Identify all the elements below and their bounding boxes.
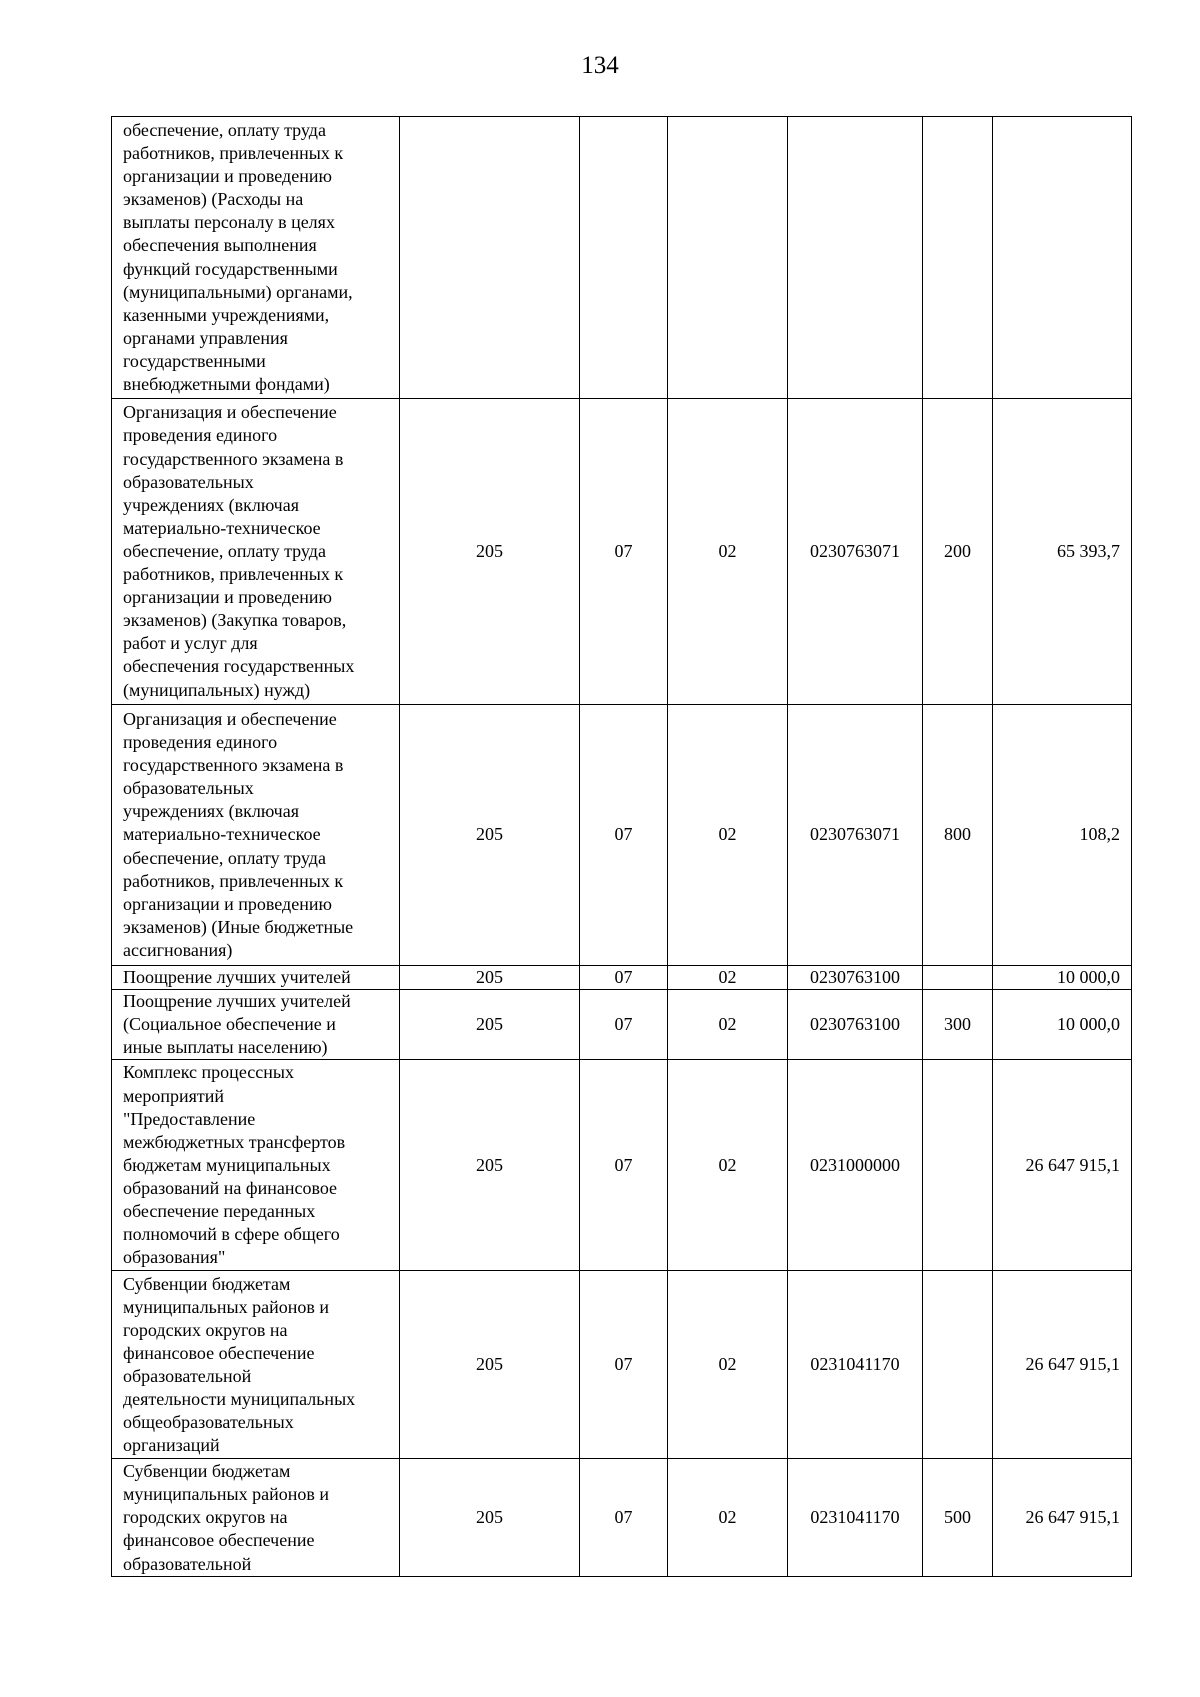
cell-sum: 65 393,7 [993, 399, 1132, 705]
cell-vr: 300 [923, 990, 993, 1060]
description-line: обеспечения выполнения [123, 235, 317, 256]
description-line: мероприятий [123, 1085, 225, 1106]
cell-rz: 07 [580, 1060, 668, 1271]
cell-sum: 26 647 915,1 [993, 1459, 1132, 1577]
cell-vr: 200 [923, 399, 993, 705]
description-line: ассигнования) [123, 939, 233, 960]
cell-csr: 0230763071 [788, 399, 923, 705]
cell-csr [788, 117, 923, 399]
description-line: общеобразовательных [123, 1412, 294, 1433]
description-line: бюджетам муниципальных [123, 1154, 331, 1175]
cell-vr [923, 1060, 993, 1271]
description-line: экзаменов) (Расходы на [123, 189, 304, 210]
description-line: иные выплаты населению) [123, 1037, 328, 1058]
description-line: обеспечение, оплату труда [123, 119, 326, 140]
cell-description [112, 705, 400, 966]
cell-csr: 0230763071 [788, 705, 923, 966]
cell-vr [923, 966, 993, 990]
table-row [112, 399, 1132, 705]
description-line: организации и проведению [123, 587, 332, 608]
description-line: материально-техническое [123, 517, 321, 538]
cell-sum: 26 647 915,1 [993, 1271, 1132, 1459]
description-line: государственного экзамена в [123, 755, 344, 776]
description-line: государственными [123, 350, 266, 371]
page-number: 134 [581, 52, 619, 79]
description-line: обеспечение переданных [123, 1201, 316, 1222]
cell-rz: 07 [580, 1271, 668, 1459]
description-line: казенными учреждениями, [123, 304, 330, 325]
description-line: обеспечения государственных [123, 656, 355, 677]
cell-gr: 205 [400, 1271, 580, 1459]
cell-csr: 0230763100 [788, 966, 923, 990]
cell-gr [400, 117, 580, 399]
table-row [112, 1459, 1132, 1577]
table-row [112, 117, 1132, 399]
description-line: полномочий в сфере общего [123, 1224, 340, 1245]
cell-pr: 02 [668, 1060, 788, 1271]
cell-rz: 07 [580, 705, 668, 966]
table-body [112, 117, 1132, 1577]
cell-gr: 205 [400, 705, 580, 966]
description-line: финансовое обеспечение [123, 1342, 315, 1363]
cell-pr: 02 [668, 399, 788, 705]
cell-rz: 07 [580, 966, 668, 990]
description-line: работников, привлеченных к [123, 564, 344, 585]
table-row [112, 1271, 1132, 1459]
description-line: работ и услуг для [123, 633, 258, 654]
description-line: организаций [123, 1435, 220, 1456]
table-row [112, 1060, 1132, 1271]
cell-vr [923, 1271, 993, 1459]
cell-description [112, 990, 400, 1060]
description-line: Организация и обеспечение [123, 402, 337, 423]
cell-description [112, 399, 400, 705]
cell-pr: 02 [668, 705, 788, 966]
cell-csr: 0231041170 [788, 1459, 923, 1577]
description-line: межбюджетных трансфертов [123, 1131, 346, 1152]
cell-vr [923, 117, 993, 399]
description-line: работников, привлеченных к [123, 870, 344, 891]
cell-sum: 10 000,0 [993, 990, 1132, 1060]
description-line: городских округов на [123, 1319, 288, 1340]
description-line: работников, привлеченных к [123, 143, 344, 164]
cell-vr: 500 [923, 1459, 993, 1577]
description-line: образовательных [123, 471, 254, 492]
cell-rz: 07 [580, 1459, 668, 1577]
description-line: обеспечение, оплату труда [123, 540, 326, 561]
description-line: органами управления [123, 327, 288, 348]
description-line: организации и проведению [123, 166, 332, 187]
cell-sum [993, 117, 1132, 399]
cell-pr: 02 [668, 1271, 788, 1459]
description-line: "Предоставление [123, 1108, 256, 1129]
description-line: городских округов на [123, 1507, 288, 1528]
description-line: проведения единого [123, 732, 278, 753]
cell-gr: 205 [400, 1060, 580, 1271]
description-line: образования" [123, 1247, 226, 1268]
cell-pr: 02 [668, 966, 788, 990]
description-line: образований на финансовое [123, 1177, 338, 1198]
description-line: (муниципальными) органами, [123, 281, 353, 302]
description-line: функций государственными [123, 258, 338, 279]
cell-pr [668, 117, 788, 399]
budget-table [111, 116, 1132, 1577]
cell-description [112, 1060, 400, 1271]
description-line: выплаты персоналу в целях [123, 212, 335, 233]
cell-description [112, 966, 400, 990]
description-line: (Социальное обеспечение и [123, 1014, 336, 1035]
cell-description [112, 117, 400, 399]
description-line: муниципальных районов и [123, 1296, 330, 1317]
description-line: Субвенции бюджетам [123, 1273, 291, 1294]
cell-csr: 0231000000 [788, 1060, 923, 1271]
cell-description [112, 1271, 400, 1459]
description-line: проведения единого [123, 425, 278, 446]
cell-rz [580, 117, 668, 399]
description-line: образовательной [123, 1365, 252, 1386]
table-row [112, 705, 1132, 966]
cell-gr: 205 [400, 966, 580, 990]
cell-rz: 07 [580, 399, 668, 705]
description-line: финансовое обеспечение [123, 1530, 315, 1551]
description-line: Субвенции бюджетам [123, 1461, 291, 1482]
cell-rz: 07 [580, 990, 668, 1060]
cell-csr: 0231041170 [788, 1271, 923, 1459]
cell-description [112, 1459, 400, 1577]
description-line: муниципальных районов и [123, 1484, 330, 1505]
cell-gr: 205 [400, 1459, 580, 1577]
description-line: материально-техническое [123, 824, 321, 845]
description-line: государственного экзамена в [123, 448, 344, 469]
description-line: обеспечение, оплату труда [123, 847, 326, 868]
cell-vr: 800 [923, 705, 993, 966]
table-row [112, 990, 1132, 1060]
description-line: организации и проведению [123, 893, 332, 914]
cell-pr: 02 [668, 990, 788, 1060]
description-line: Поощрение лучших учителей [123, 991, 351, 1012]
description-line: экзаменов) (Закупка товаров, [123, 610, 347, 631]
description-line: учреждениях (включая [123, 801, 299, 822]
description-line: образовательной [123, 1553, 252, 1574]
description-line: Комплекс процессных [123, 1062, 294, 1083]
description-line: экзаменов) (Иные бюджетные [123, 916, 354, 937]
cell-sum: 26 647 915,1 [993, 1060, 1132, 1271]
description-line: внебюджетными фондами) [123, 373, 330, 394]
description-line: образовательных [123, 778, 254, 799]
cell-pr: 02 [668, 1459, 788, 1577]
cell-gr: 205 [400, 990, 580, 1060]
cell-sum: 10 000,0 [993, 966, 1132, 990]
cell-csr: 0230763100 [788, 990, 923, 1060]
description-line: Поощрение лучших учителей [123, 967, 351, 987]
table-row [112, 966, 1132, 990]
description-line: Организация и обеспечение [123, 708, 337, 729]
cell-sum: 108,2 [993, 705, 1132, 966]
description-line: (муниципальных) нужд) [123, 679, 311, 700]
description-line: учреждениях (включая [123, 494, 299, 515]
cell-gr: 205 [400, 399, 580, 705]
description-line: деятельности муниципальных [123, 1388, 356, 1409]
